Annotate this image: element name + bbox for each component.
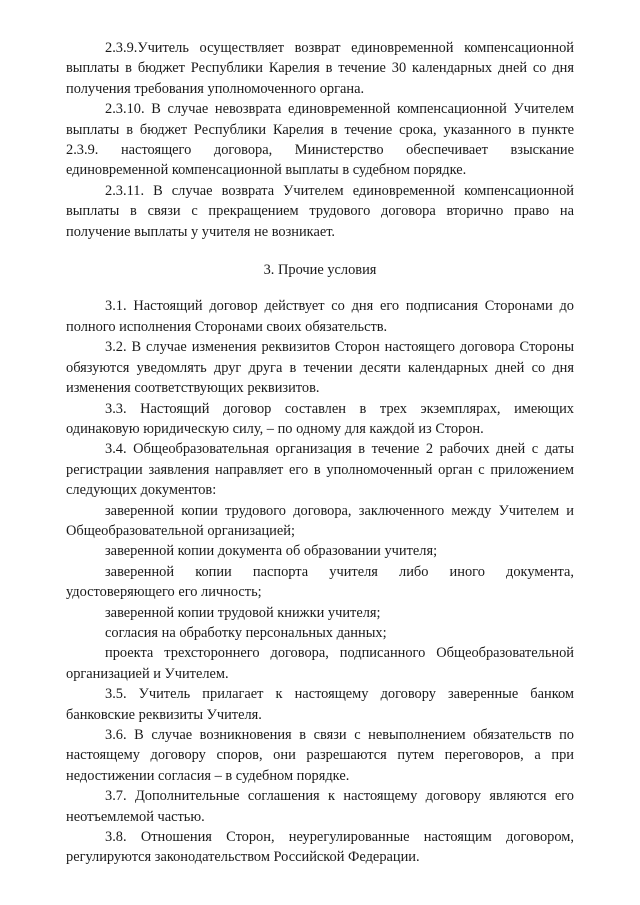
list-item-personal-data-consent: согласия на обработку персональных данных;: [105, 624, 387, 641]
paragraph-3-2: 3.2. В случае изменения реквизитов Сторон настоящего договора Стороны обязуются уведомлять друг друга в течении десяти календарных дней со дня изменения соответствующих реквизитов.: [66, 339, 574, 397]
paragraph-2-3-9: 2.3.9.Учитель осуществляет возврат единовременной компенсационной выплаты в бюджет Республики Карелия в течение 30 календарных дней со дня получения требования уполномоченного органа.: [66, 40, 574, 97]
paragraph-3-5: 3.5. Учитель прилагает к настоящему договору заверенные банком банковские реквизиты Учителя.: [66, 686, 574, 723]
list-item-tripartite-contract: проекта трехстороннего договора, подписанного Общеобразовательной организацией и Учителем.: [66, 645, 574, 682]
paragraph-2-3-10: 2.3.10. В случае невозврата единовременной компенсационной Учителем выплаты в бюджет Республики Карелия в течение срока, указанного в пункте 2.3.9. настоящего договора, Министерство обеспечивает взыскание единовременной компенсационной выплаты в судебном порядке.: [66, 101, 574, 179]
paragraph-3-8: 3.8. Отношения Сторон, неурегулированные настоящим договором, регулируются законодательством Российской Федерации.: [66, 829, 574, 866]
list-item-employment-contract: заверенной копии трудового договора, заключенного между Учителем и Общеобразовательной организацией;: [66, 502, 574, 539]
paragraph-3-7: 3.7. Дополнительные соглашения к настоящему договору являются его неотъемлемой частью.: [66, 788, 574, 825]
section-3-heading: 3. Прочие условия: [263, 262, 377, 279]
list-item-employment-book: заверенной копии трудовой книжки учителя;: [105, 604, 381, 621]
paragraph-3-3: 3.3. Настоящий договор составлен в трех экземплярах, имеющих одинаковую юридическую силу, – по одному для каждой из Сторон.: [66, 400, 574, 437]
paragraph-3-4: 3.4. Общеобразовательная организация в течение 2 рабочих дней с даты регистрации заявления направляет его в уполномоченный орган с приложением следующих документов:: [66, 441, 574, 499]
list-item-education-document: заверенной копии документа об образовании учителя;: [105, 543, 438, 560]
paragraph-2-3-11: 2.3.11. В случае возврата Учителем единовременной компенсационной выплаты в связи с прекращением трудового договора вторично право на получение выплаты у учителя не возникает.: [66, 182, 574, 240]
paragraph-3-1: 3.1. Настоящий договор действует со дня его подписания Сторонами до полного исполнения Сторонами своих обязательств.: [66, 298, 574, 335]
paragraph-3-6: 3.6. В случае возникновения в связи с невыполнением обязательств по настоящему договору споров, они разрешаются путем переговоров, а при недостижении согласия – в судебном порядке.: [66, 727, 574, 784]
list-item-passport-copy: заверенной копии паспорта учителя либо иного документа, удостоверяющего его личность;: [66, 563, 574, 601]
document-page: [66, 38, 574, 868]
